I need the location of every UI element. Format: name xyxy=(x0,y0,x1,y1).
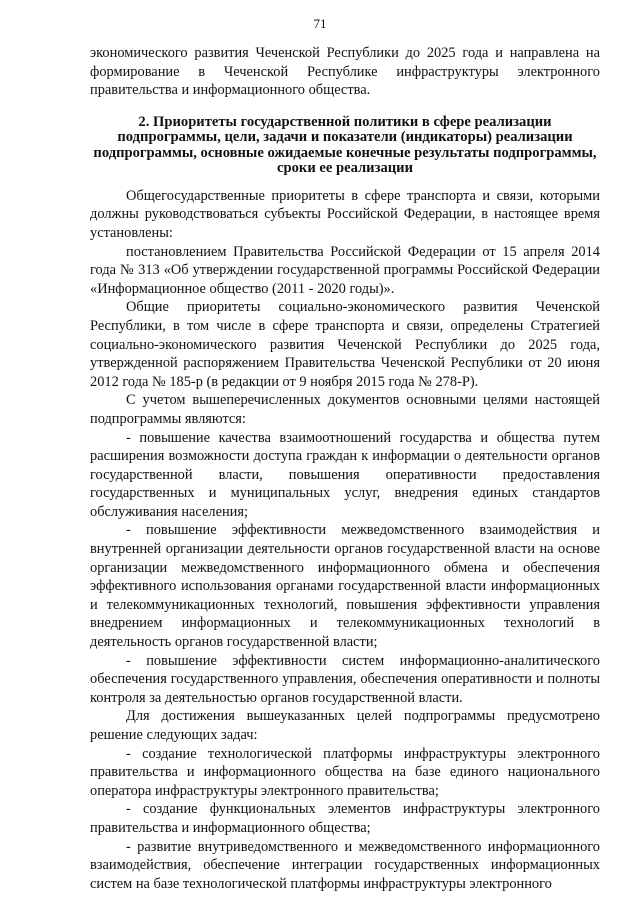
intro-paragraph: экономического развития Чеченской Республики до 2025 года и направлена на формирование в Чеченской Республике инфраструктуры электронного правительства и информационного общества. xyxy=(90,45,600,99)
task-item: - развитие внутриведомственного и межведомственного информационного взаимодействия, обеспечение интеграции государственных информационных систем на базе технологической платформы инфраструктуры электронного xyxy=(90,838,600,892)
page-content xyxy=(90,44,600,893)
goal-item: - повышение эффективности систем информационно-аналитического обеспечения государственного управления, обеспечения оперативности и полноты контроля за деятельностью органов государственной власти. xyxy=(90,652,600,706)
section-heading: 2. Приоритеты государственной политики в сфере реализации подпрограммы, цели, задачи и показатели (индикаторы) реализации подпрограммы, основные ожидаемые конечные результаты подпрограммы, сроки ее реализации xyxy=(93,113,597,177)
task-item: - создание технологической платформы инфраструктуры электронного правительства и информационного общества на базе единого национального оператора инфраструктуры электронного правительства; xyxy=(90,745,600,799)
paragraph-goals-intro: С учетом вышеперечисленных документов основными целями настоящей подпрограммы являются: xyxy=(90,392,600,427)
paragraph-tasks-intro: Для достижения вышеуказанных целей подпрограммы предусмотрено решение следующих задач: xyxy=(90,708,600,743)
goal-item: - повышение качества взаимоотношений государства и общества путем расширения возможности доступа граждан к информации о деятельности органов государственной власти, повышения оперативности предоставления государственных и муниципальных услуг, внедрения единых стандартов обслуживания населения; xyxy=(90,429,600,520)
paragraph-decree: постановлением Правительства Российской Федерации от 15 апреля 2014 года № 313 «Об утверждении государственной программы Российской Федерации «Информационное общество (2011 - 2020 годы)». xyxy=(90,243,600,297)
goal-item: - повышение эффективности межведомственного взаимодействия и внутренней организации деятельности органов государственной власти на основе организации межведомственного информационного обмена и обеспечения эффективного использования органами государственной власти информационных и телекоммуникационных технологий, повышения эффективности управления внедрением информационных и телекоммуникационных технологий в деятельность органов государственной власти; xyxy=(90,522,600,651)
paragraph-priorities: Общегосударственные приоритеты в сфере транспорта и связи, которыми должны руководствоваться субъекты Российской Федерации, в настоящее время установлены: xyxy=(90,187,600,241)
paragraph-strategy: Общие приоритеты социально-экономического развития Чеченской Республики, в том числе в сфере транспорта и связи, определены Стратегией социально-экономического развития Чеченской Республики до 2025 года, утвержденной распоряжением Правительства Чеченской Республики от 20 июня 2012 года № 185-р (в редакции от 9 ноября 2015 года № 278-Р). xyxy=(90,299,600,390)
page-number: 71 xyxy=(313,16,327,31)
task-item: - создание функциональных элементов инфраструктуры электронного правительства и информационного общества; xyxy=(90,801,600,836)
